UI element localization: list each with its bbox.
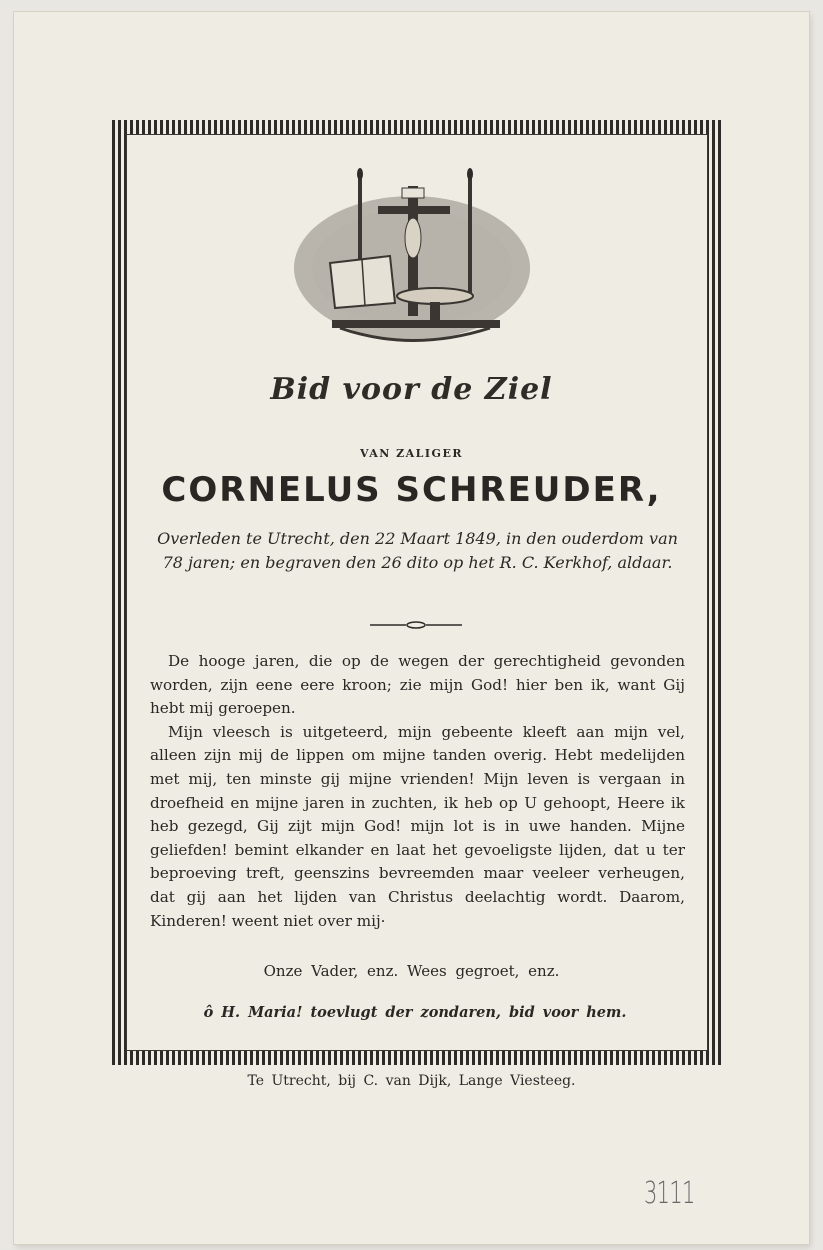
paragraph-1: De hooge jaren, die op de wegen der gerechtigheid gevonden worden, zijn eene eere kroon; zie mijn God! hier ben ik, want Gij hebt mij geroepen.	[150, 652, 685, 718]
printer-imprint: Te Utrecht, bij C. van Dijk, Lange Viesteeg.	[247, 1073, 576, 1089]
divider-ornament	[370, 620, 462, 630]
van-zaliger-label: VAN ZALIGER	[360, 447, 463, 460]
crucifix-vignette	[290, 168, 535, 358]
inventory-number: 3111	[644, 1176, 695, 1211]
heading-bid-voor-de-ziel: Bid voor de Ziel	[270, 372, 553, 407]
deceased-name: CORNELUS SCHREUDER,	[161, 470, 662, 510]
paragraph-2: Mijn vleesch is uitgeteerd, mijn gebeente kleeft aan mijn vel, alleen zijn mij de lippen om mijne tanden overig. Hebt medelijden met mij, ten minste gij mijne vrienden! Mijn leven is vergaan in droefheid en mijne jaren in zuchten, ik heb op U gehoopt, Heere ik heb gezegd, Gij zijt mijn God! mijn lot is in uwe handen. Mijne geliefden! bemint elkander en laat het gevoeligste lijden, dat u ter beproeving treft, geenszins bevreemden maar veeleer verheugen, dat gij aan het lijden van Christus deelachtig wordt. Daarom, Kinderen! weent niet over mij·	[150, 722, 685, 930]
death-details: Overleden te Utrecht, den 22 Maart 1849, in den ouderdom van 78 jaren; en begraven den 26 dito op het R. C. Kerkhof, aldaar.	[157, 529, 678, 572]
invocation-line: ô H. Maria! toevlugt der zondaren, bid voor hem.	[203, 1004, 627, 1021]
prayer-line: Onze Vader, enz. Wees gegroet, enz.	[263, 962, 560, 980]
body-text	[150, 650, 685, 933]
